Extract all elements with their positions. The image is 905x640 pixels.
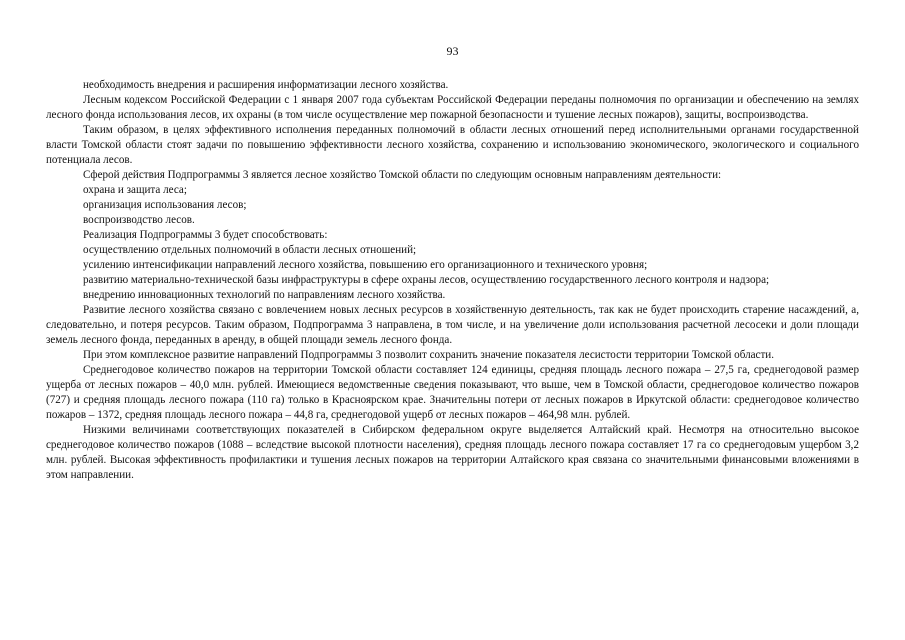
list-item: охрана и защита леса; xyxy=(83,184,187,196)
page-number: 93 xyxy=(446,44,459,58)
list-item: внедрению инновационных технологий по направлениям лесного хозяйства. xyxy=(83,289,446,301)
list-item: осуществлению отдельных полномочий в области лесных отношений; xyxy=(83,244,417,256)
paragraph: При этом комплексное развитие направлений Подпрограммы 3 позволит сохранить значение показателя лесистости территории Томской области. xyxy=(83,349,775,361)
document-body xyxy=(46,78,859,483)
paragraph: Таким образом, в целях эффективного исполнения переданных полномочий в области лесных отношений перед исполнительными органами государственной власти Томской области стоят задачи по повышению эффективности лесного хозяйства, сохранению и использованию экономического, экологического и социального потенциала лесов. xyxy=(46,124,859,166)
paragraph: Реализация Подпрограммы 3 будет способствовать: xyxy=(83,229,328,241)
list-item: развитию материально-технической базы инфраструктуры в сфере охраны лесов, осуществлению государственного лесного контроля и надзора; xyxy=(83,274,770,286)
paragraph: необходимость внедрения и расширения информатизации лесного хозяйства. xyxy=(83,79,449,91)
list-item: усилению интенсификации направлений лесного хозяйства, повышению его организационного и технического уровня; xyxy=(83,259,648,271)
paragraph: Низкими величинами соответствующих показателей в Сибирском федеральном округе выделяется Алтайский край. Несмотря на относительно высокое среднегодовое количество пожаров (1088 – вследствие высокой плотности населения), средняя площадь лесного пожара составляет 17 га со среднегодовым ущербом 3,2 млн. рублей. Высокая эффективность профилактики и тушения лесных пожаров на территории Алтайского края связана со значительными финансовыми вложениями в этом направлении. xyxy=(46,424,859,481)
document-page xyxy=(46,0,859,640)
list-item: организация использования лесов; xyxy=(83,199,247,211)
list-item: воспроизводство лесов. xyxy=(83,214,195,226)
paragraph: Лесным кодексом Российской Федерации с 1 января 2007 года субъектам Российской Федерации переданы полномочия по организации и обеспечению на землях лесного фонда использования лесов, их охраны (в том числе осуществление мер пожарной безопасности и тушение лесных пожаров), защиты, воспроизводства. xyxy=(46,94,859,121)
paragraph: Сферой действия Подпрограммы 3 является лесное хозяйство Томской области по следующим основным направлениям деятельности: xyxy=(83,169,722,181)
paragraph: Среднегодовое количество пожаров на территории Томской области составляет 124 единицы, средняя площадь лесного пожара – 27,5 га, среднегодовой размер ущерба от лесных пожаров – 40,0 млн. рублей. Имеющиеся ведомственные сведения показывают, что выше, чем в Томской области, среднегодовое количество пожаров (727) и средняя площадь лесного пожара (110 га) только в Красноярском крае. Значительны потери от лесных пожаров в Иркутской области: среднегодовое количество пожаров – 1372, средняя площадь лесного пожара – 44,8 га, среднегодовой ущерб от лесных пожаров – 464,98 млн. рублей. xyxy=(46,364,859,421)
paragraph: Развитие лесного хозяйства связано с вовлечением новых лесных ресурсов в хозяйственную деятельность, так как не будет происходить старение насаждений, а, следовательно, и потеря ресурсов. Таким образом, Подпрограмма 3 направлена, в том числе, и на увеличение доли использования расчетной лесосеки и доли площади земель лесного фонда, переданных в аренду, в общей площади земель лесного фонда. xyxy=(46,304,859,346)
